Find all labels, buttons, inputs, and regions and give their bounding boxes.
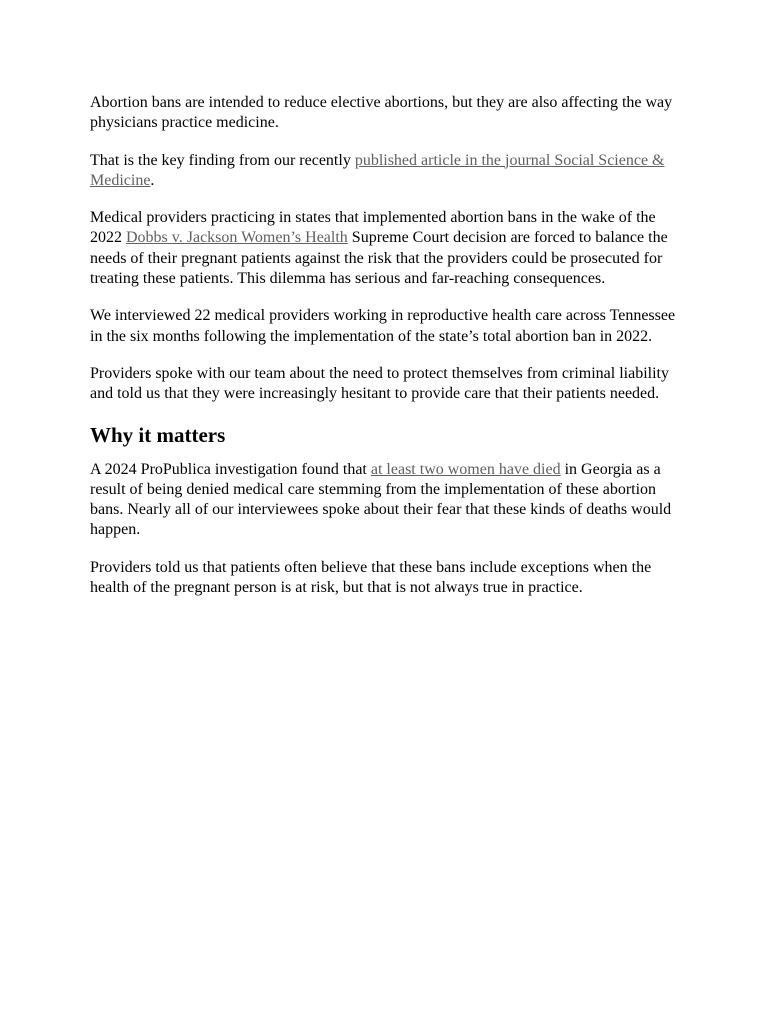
paragraph-dobbs — [90, 208, 682, 289]
paragraph-text: Supreme Court decision are forced to balance the needs of their pregnant patients against the risk that the providers could be prosecuted for treating these patients. This dilemma has serious and far-reaching consequences. — [90, 229, 668, 288]
section-heading: Why it matters — [90, 422, 226, 447]
paragraph-propublica — [90, 460, 682, 541]
paragraph-key-finding — [90, 151, 682, 192]
paragraph-text: . — [150, 171, 155, 189]
paragraph-intro: Abortion bans are intended to reduce elective abortions, but they are also affecting the way physicians practice medicine. — [90, 94, 673, 132]
article-body — [90, 93, 682, 615]
dobbs-decision-link[interactable]: Dobbs v. Jackson Women’s Health — [126, 229, 348, 247]
paragraph-interviews: We interviewed 22 medical providers working in reproductive health care across Tennessee in the six months following the implementation of the state’s total abortion ban in 2022. — [90, 307, 676, 345]
paragraph-exceptions: Providers told us that patients often believe that these bans include exceptions when the health of the pregnant person is at risk, but that is not always true in practice. — [90, 558, 652, 597]
journal-article-link[interactable]: published article in the journal Social Science & Medicine — [90, 151, 665, 189]
propublica-investigation-link[interactable]: at least two women have died — [370, 460, 561, 478]
paragraph-text: A 2024 ProPublica investigation found that — [90, 460, 371, 478]
paragraph-text: That is the key finding from our recently — [90, 151, 355, 169]
paragraph-text: Medical providers practicing in states that implemented abortion bans in the wake of the 2022 — [90, 209, 656, 247]
paragraph-text: in Georgia as a result of being denied medical care stemming from the implementation of these abortion bans. Nearly all of our interviewees spoke about their fear that these kinds of deaths would happen. — [90, 460, 672, 539]
paragraph-providers-liability: Providers spoke with our team about the need to protect themselves from criminal liability and told us that they were increasingly hesitant to provide care that their patients needed. — [90, 364, 669, 403]
